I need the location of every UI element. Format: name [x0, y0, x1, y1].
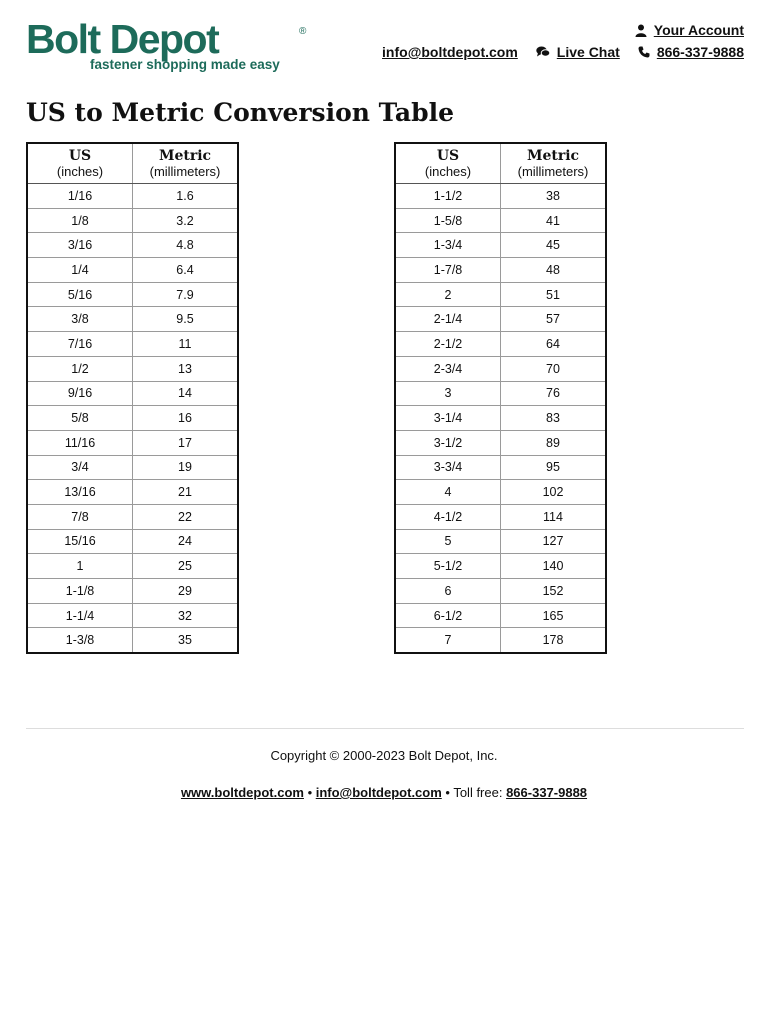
table-row: [27, 579, 238, 604]
table-row: [395, 529, 606, 554]
table-row: [27, 554, 238, 579]
footer-separator: •: [303, 785, 316, 800]
metric-value-cell: 21: [133, 480, 239, 505]
copyright-text: Copyright © 2000-2023 Bolt Depot, Inc.: [270, 748, 498, 763]
table-row: [27, 307, 238, 332]
footer-website-link[interactable]: www.boltdepot.com: [180, 785, 304, 800]
table-row: [395, 233, 606, 258]
account-row: [382, 22, 744, 38]
table-row: [395, 282, 606, 307]
metric-value-cell: 76: [501, 381, 607, 406]
table-row: [395, 603, 606, 628]
us-value-cell: 1/8: [27, 208, 133, 233]
conversion-table-left: [26, 142, 239, 654]
header-phone-link[interactable]: 866-337-9888: [656, 44, 744, 60]
us-value-cell: 1/4: [27, 258, 133, 283]
us-value-cell: 4-1/2: [395, 504, 501, 529]
metric-value-cell: 114: [501, 504, 607, 529]
metric-value-cell: 13: [133, 356, 239, 381]
metric-value-cell: 38: [501, 184, 607, 209]
metric-column-header: [501, 143, 607, 184]
table-row: [27, 603, 238, 628]
metric-header-label: Metric: [158, 148, 212, 164]
us-value-cell: 2-1/4: [395, 307, 501, 332]
table-row: [27, 480, 238, 505]
table-row: [395, 579, 606, 604]
footer-email-link[interactable]: info@boltdepot.com: [315, 785, 442, 800]
table-row: [395, 455, 606, 480]
metric-value-cell: 41: [501, 208, 607, 233]
contact-row: [382, 44, 744, 60]
table-row: [27, 504, 238, 529]
us-value-cell: 3: [395, 381, 501, 406]
us-value-cell: 1-1/8: [27, 579, 133, 604]
table-row: [27, 628, 238, 653]
us-value-cell: 4: [395, 480, 501, 505]
us-value-cell: 2: [395, 282, 501, 307]
table-row: [27, 208, 238, 233]
metric-value-cell: 48: [501, 258, 607, 283]
conversion-table-right: [394, 142, 607, 654]
metric-header-unit: (millimeters): [517, 164, 589, 179]
metric-value-cell: 22: [133, 504, 239, 529]
us-value-cell: 11/16: [27, 430, 133, 455]
us-header-unit: (inches): [424, 164, 472, 179]
us-value-cell: 15/16: [27, 529, 133, 554]
us-value-cell: 7/16: [27, 332, 133, 357]
metric-value-cell: 3.2: [133, 208, 239, 233]
us-value-cell: 7: [395, 628, 501, 653]
table-row: [395, 356, 606, 381]
metric-value-cell: 16: [133, 406, 239, 431]
table-row: [27, 381, 238, 406]
table-row: [27, 332, 238, 357]
us-value-cell: 5: [395, 529, 501, 554]
footer-divider: [26, 728, 744, 729]
table-row: [395, 554, 606, 579]
us-value-cell: 13/16: [27, 480, 133, 505]
us-value-cell: 1-3/4: [395, 233, 501, 258]
logo-text: Bolt Depot: [26, 16, 219, 62]
us-value-cell: 3/16: [27, 233, 133, 258]
metric-value-cell: 25: [133, 554, 239, 579]
us-value-cell: 5-1/2: [395, 554, 501, 579]
metric-header-label: Metric: [526, 148, 580, 164]
us-value-cell: 1-5/8: [395, 208, 501, 233]
us-column-header: [27, 143, 133, 184]
table-row: [395, 381, 606, 406]
table-row: [395, 430, 606, 455]
table-row: [27, 430, 238, 455]
us-value-cell: 2-3/4: [395, 356, 501, 381]
metric-value-cell: 17: [133, 430, 239, 455]
us-value-cell: 1/16: [27, 184, 133, 209]
metric-value-cell: 9.5: [133, 307, 239, 332]
metric-value-cell: 45: [501, 233, 607, 258]
us-value-cell: 7/8: [27, 504, 133, 529]
table-row: [395, 208, 606, 233]
table-row: [27, 184, 238, 209]
us-value-cell: 1-3/8: [27, 628, 133, 653]
metric-value-cell: 57: [501, 307, 607, 332]
metric-value-cell: 51: [501, 282, 607, 307]
us-value-cell: 3-1/2: [395, 430, 501, 455]
metric-header-unit: (millimeters): [149, 164, 221, 179]
metric-value-cell: 11: [133, 332, 239, 357]
metric-value-cell: 165: [501, 603, 607, 628]
us-value-cell: 1: [27, 554, 133, 579]
us-value-cell: 5/8: [27, 406, 133, 431]
footer-tollfree-label: • Toll free:: [441, 785, 507, 800]
live-chat-link[interactable]: Live Chat: [556, 44, 620, 60]
table-row: [395, 332, 606, 357]
us-value-cell: 6: [395, 579, 501, 604]
phone-icon: [638, 46, 650, 58]
logo-tagline: fastener shopping made easy: [90, 57, 280, 72]
metric-column-header: [133, 143, 239, 184]
metric-value-cell: 102: [501, 480, 607, 505]
metric-value-cell: 127: [501, 529, 607, 554]
table-row: [395, 504, 606, 529]
us-value-cell: 1-1/4: [27, 603, 133, 628]
metric-value-cell: 64: [501, 332, 607, 357]
table-row: [27, 406, 238, 431]
metric-value-cell: 83: [501, 406, 607, 431]
us-value-cell: 9/16: [27, 381, 133, 406]
us-value-cell: 2-1/2: [395, 332, 501, 357]
logo-registered-mark: ®: [299, 26, 307, 37]
table-header-row: [395, 143, 606, 184]
us-value-cell: 1-7/8: [395, 258, 501, 283]
us-value-cell: 5/16: [27, 282, 133, 307]
table-row: [27, 258, 238, 283]
metric-value-cell: 7.9: [133, 282, 239, 307]
us-header-label: US: [436, 148, 460, 164]
metric-value-cell: 29: [133, 579, 239, 604]
table-row: [27, 529, 238, 554]
metric-value-cell: 35: [133, 628, 239, 653]
your-account-link[interactable]: Your Account: [653, 22, 744, 38]
us-value-cell: 6-1/2: [395, 603, 501, 628]
us-value-cell: 3/4: [27, 455, 133, 480]
footer-links: [0, 785, 768, 800]
metric-value-cell: 24: [133, 529, 239, 554]
metric-value-cell: 89: [501, 430, 607, 455]
us-value-cell: 1-1/2: [395, 184, 501, 209]
us-value-cell: 3-1/4: [395, 406, 501, 431]
table-row: [395, 258, 606, 283]
us-column-header: [395, 143, 501, 184]
metric-value-cell: 4.8: [133, 233, 239, 258]
table-row: [395, 307, 606, 332]
table-header-row: [27, 143, 238, 184]
metric-value-cell: 32: [133, 603, 239, 628]
page-title: US to Metric Conversion Table: [26, 98, 454, 127]
metric-value-cell: 152: [501, 579, 607, 604]
table-row: [27, 356, 238, 381]
header-links: [382, 22, 744, 60]
us-header-unit: (inches): [56, 164, 104, 179]
us-value-cell: 1/2: [27, 356, 133, 381]
table-row: [27, 282, 238, 307]
user-icon: [635, 24, 647, 37]
table-row: [395, 184, 606, 209]
metric-value-cell: 140: [501, 554, 607, 579]
table-row: [27, 455, 238, 480]
chat-icon: [536, 46, 550, 58]
table-row: [27, 233, 238, 258]
us-value-cell: 3-3/4: [395, 455, 501, 480]
metric-value-cell: 70: [501, 356, 607, 381]
us-header-label: US: [68, 148, 92, 164]
metric-value-cell: 14: [133, 381, 239, 406]
footer-phone-link[interactable]: 866-337-9888: [506, 785, 588, 800]
metric-value-cell: 95: [501, 455, 607, 480]
table-row: [395, 406, 606, 431]
table-row: [395, 628, 606, 653]
bolt-depot-logo[interactable]: [26, 16, 316, 76]
us-value-cell: 3/8: [27, 307, 133, 332]
header-email-link[interactable]: info@boltdepot.com: [382, 44, 518, 60]
metric-value-cell: 1.6: [133, 184, 239, 209]
metric-value-cell: 178: [501, 628, 607, 653]
table-row: [395, 480, 606, 505]
metric-value-cell: 6.4: [133, 258, 239, 283]
metric-value-cell: 19: [133, 455, 239, 480]
